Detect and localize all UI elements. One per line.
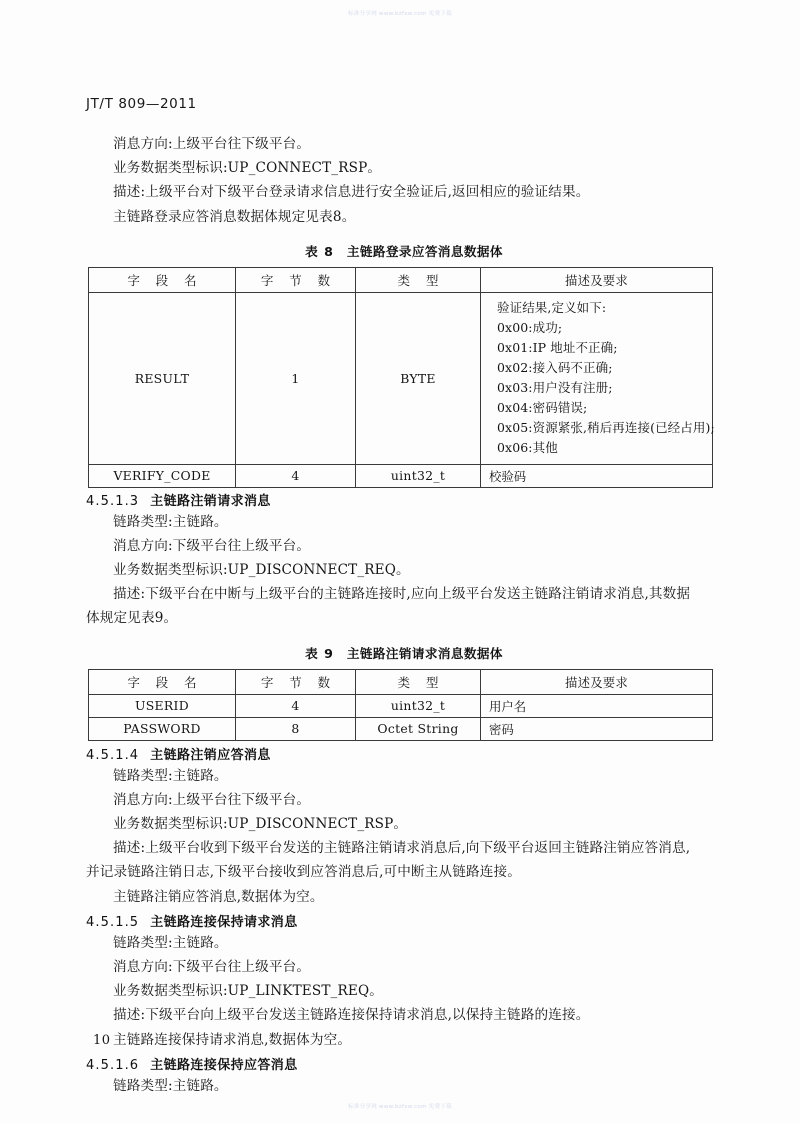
clause-4515-line-3: 描述:下级平台向上级平台发送主链路连接保持请求消息,以保持主链路的连接。 xyxy=(113,1007,590,1024)
table8-header-row xyxy=(89,267,713,292)
table8-row1-type: uint32_t xyxy=(356,464,481,487)
watermark-top: 标准分享网 www.bzfxw.com 免费下载 xyxy=(348,11,452,17)
clause-4514-description-line-1: 描述:上级平台收到下级平台发送的主链路注销请求消息后,向下级平台返回主链路注销应答消息, xyxy=(113,840,691,857)
table-row xyxy=(89,717,713,740)
table9-col-byte-count: 字 节 数 xyxy=(236,669,356,694)
table9-row1-length: 8 xyxy=(236,717,356,740)
table-row xyxy=(89,292,713,464)
clause-4516-number: 4.5.1.6 xyxy=(86,1057,140,1073)
clause-4514-line-0: 链路类型:主链路。 xyxy=(113,767,228,784)
clause-4516-title: 主链路连接保持应答消息 xyxy=(150,1057,298,1073)
clause-heading-4513 xyxy=(86,490,722,509)
table9-caption-text: 主链路注销请求消息数据体 xyxy=(346,645,503,661)
result-desc-line-2: 0x01:IP 地址不正确; xyxy=(497,340,618,355)
table-row xyxy=(89,694,713,717)
clause-4514-description-line-2: 并记录链路注销日志,下级平台接收到应答消息后,可中断主从链路连接。 xyxy=(86,864,521,881)
intro-line-1: 业务数据类型标识:UP_CONNECT_RSP。 xyxy=(113,160,382,177)
intro-block xyxy=(86,132,722,229)
clause-heading-4515 xyxy=(86,911,722,930)
document-header-id: JT/T 809—2011 xyxy=(86,96,197,112)
table8-row0-length: 1 xyxy=(236,292,356,464)
table8-col-description: 描述及要求 xyxy=(481,267,713,292)
result-desc-line-3: 0x02:接入码不正确; xyxy=(497,360,613,376)
table8-row0-type: BYTE xyxy=(356,292,481,464)
clause-4514-line-2: 业务数据类型标识:UP_DISCONNECT_RSP。 xyxy=(113,815,408,832)
clause-4513-line-1: 消息方向:下级平台往上级平台。 xyxy=(113,537,311,554)
table9-row0-name: USERID xyxy=(89,694,236,717)
table8-col-field-name: 字 段 名 xyxy=(89,267,236,292)
page-number: 10 xyxy=(93,1033,111,1048)
clause-heading-4514 xyxy=(86,744,722,763)
clause-4515-line-2: 业务数据类型标识:UP_LINKTEST_REQ。 xyxy=(113,983,383,1000)
result-desc-line-5: 0x04:密码错误; xyxy=(497,400,588,416)
table9-caption xyxy=(86,643,722,662)
table9-caption-number: 表 9 xyxy=(305,645,334,661)
table9-row1-name: PASSWORD xyxy=(89,717,236,740)
table8-row1-name: VERIFY_CODE xyxy=(89,464,236,487)
result-desc-line-6: 0x05:资源紧张,稍后再连接(已经占用); xyxy=(497,420,715,436)
clause-4515-line-4: 主链路连接保持请求消息,数据体为空。 xyxy=(113,1031,352,1048)
clause-4514-empty-body: 主链路注销应答消息,数据体为空。 xyxy=(113,888,324,905)
table8-row1-length: 4 xyxy=(236,464,356,487)
watermark-bottom: 标准分享网 www.bzfxw.com 免费下载 xyxy=(348,1104,452,1110)
clause-4514-line-1: 消息方向:上级平台往下级平台。 xyxy=(113,791,311,808)
clause-4513-line-2: 业务数据类型标识:UP_DISCONNECT_REQ。 xyxy=(113,561,410,578)
table8-caption-number: 表 8 xyxy=(305,243,334,259)
table9-row1-type: Octet String xyxy=(356,717,481,740)
table9-col-field-name: 字 段 名 xyxy=(89,669,236,694)
table8-row0-description xyxy=(481,292,713,464)
result-desc-line-4: 0x03:用户没有注册; xyxy=(497,380,613,396)
table9-header-row xyxy=(89,669,713,694)
intro-line-3: 主链路登录应答消息数据体规定见表8。 xyxy=(113,208,356,225)
clause-4513-description-line-2: 体规定见表9。 xyxy=(86,610,178,627)
table9-col-description: 描述及要求 xyxy=(481,669,713,694)
clause-4513-line-0: 链路类型:主链路。 xyxy=(113,513,228,530)
table9-row0-length: 4 xyxy=(236,694,356,717)
table8-col-byte-count: 字 节 数 xyxy=(236,267,356,292)
table8-col-type: 类 型 xyxy=(356,267,481,292)
clause-4515-number: 4.5.1.5 xyxy=(86,914,140,930)
table-row xyxy=(89,464,713,487)
intro-line-2: 描述:上级平台对下级平台登录请求信息进行安全验证后,返回相应的验证结果。 xyxy=(113,184,590,201)
clause-4516-line-0: 链路类型:主链路。 xyxy=(113,1077,228,1094)
result-desc-line-0: 验证结果,定义如下: xyxy=(497,299,607,315)
table9-row0-type: uint32_t xyxy=(356,694,481,717)
table8 xyxy=(88,267,713,488)
table8-row0-name: RESULT xyxy=(89,292,236,464)
table9-row1-description: 密码 xyxy=(481,717,713,740)
clause-4514-title: 主链路注销应答消息 xyxy=(150,747,271,763)
table8-caption xyxy=(86,241,722,260)
table8-caption-text: 主链路登录应答消息数据体 xyxy=(346,243,503,259)
clause-heading-4516 xyxy=(86,1054,722,1073)
clause-4515-title: 主链路连接保持请求消息 xyxy=(150,914,298,930)
clause-4513-description-line-1: 描述:下级平台在中断与上级平台的主链路连接时,应向上级平台发送主链路注销请求消息,其数据 xyxy=(113,586,691,603)
table8-row1-description: 校验码 xyxy=(481,464,713,487)
clause-4513-title: 主链路注销请求消息 xyxy=(150,493,271,509)
table9-col-type: 类 型 xyxy=(356,669,481,694)
result-desc-line-7: 0x06:其他 xyxy=(497,440,558,456)
intro-line-0: 消息方向:上级平台往下级平台。 xyxy=(113,136,311,152)
clause-4513-number: 4.5.1.3 xyxy=(86,493,140,509)
clause-4514-number: 4.5.1.4 xyxy=(86,747,140,763)
page-content xyxy=(86,132,722,1098)
table9 xyxy=(88,669,713,741)
result-code-list xyxy=(489,293,715,464)
table9-row0-description: 用户名 xyxy=(481,694,713,717)
clause-4515-line-1: 消息方向:下级平台往上级平台。 xyxy=(113,959,311,975)
clause-4515-line-0: 链路类型:主链路。 xyxy=(113,934,228,951)
result-desc-line-1: 0x00:成功; xyxy=(497,319,563,335)
